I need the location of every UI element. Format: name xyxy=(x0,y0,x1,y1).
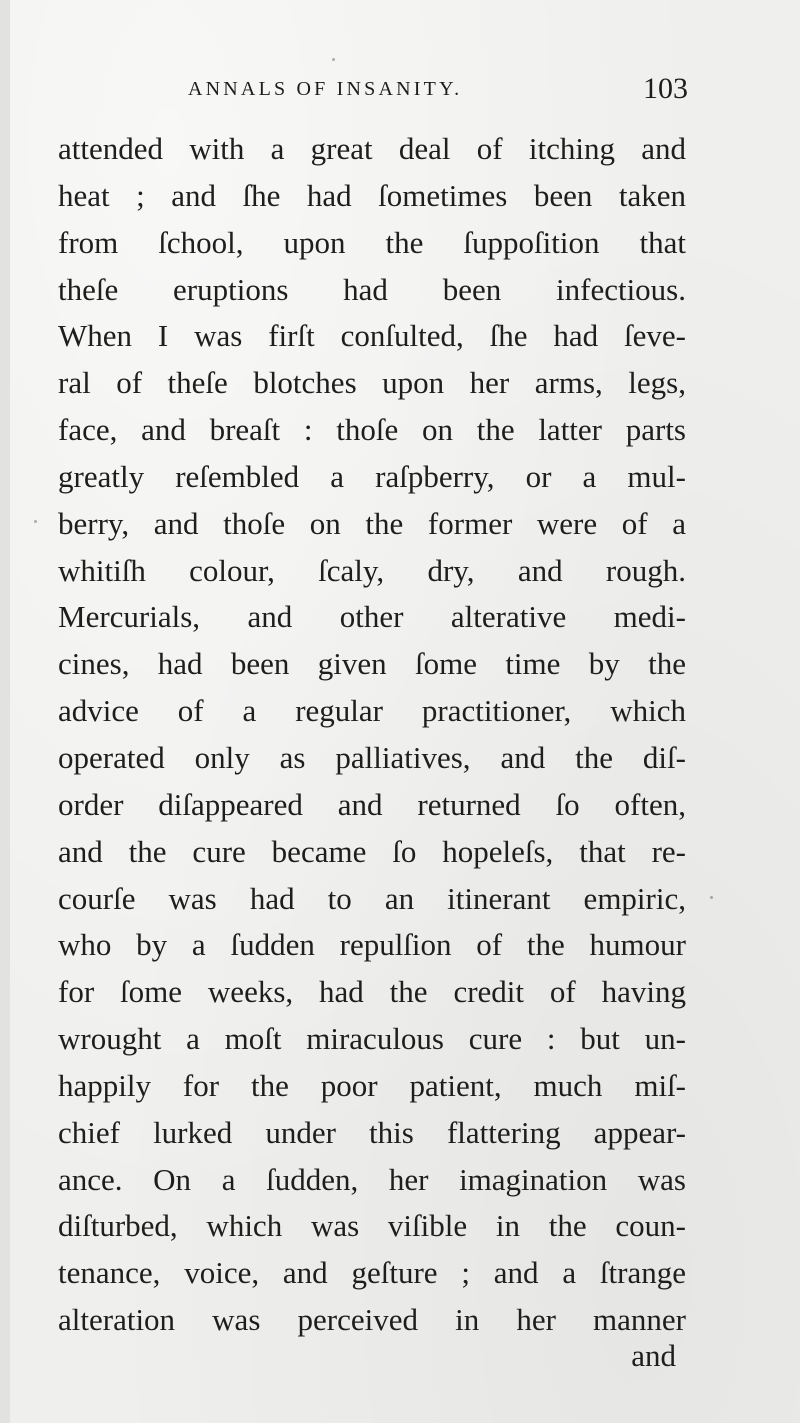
text-line: face, and breaſt : thoſe on the latter parts xyxy=(58,412,686,448)
body-text xyxy=(58,126,686,1344)
text-line: wrought a moſt miraculous cure : but un- xyxy=(58,1021,686,1057)
text-line: who by a ſudden repulſion of the humour xyxy=(58,927,686,963)
text-line: ral of theſe blotches upon her arms, legs, xyxy=(58,365,686,401)
page-header xyxy=(58,72,688,112)
text-line: advice of a regular practitioner, which xyxy=(58,693,686,729)
text-line: alteration was perceived in her manner xyxy=(58,1302,686,1338)
text-line: chief lurked under this flattering appear- xyxy=(58,1114,686,1150)
text-line: greatly reſembled a raſpberry, or a mul- xyxy=(58,458,686,494)
text-line: When I was firſt conſulted, ſhe had ſeve- xyxy=(58,318,686,354)
paper-speck xyxy=(34,520,37,523)
text-line: ance. On a ſudden, her imagination was xyxy=(58,1161,686,1197)
text-line: Mercurials, and other alterative medi- xyxy=(58,599,686,635)
paper-speck xyxy=(710,896,713,899)
text-line: attended with a great deal of itching and xyxy=(58,131,686,166)
text-line: heat ; and ſhe had ſometimes been taken xyxy=(58,177,686,213)
text-line: tenance, voice, and geſture ; and a ſtrange xyxy=(58,1255,686,1291)
page-number: 103 xyxy=(643,72,688,105)
running-title: ANNALS OF INSANITY. xyxy=(188,78,463,100)
text-line: happily for the poor patient, much miſ- xyxy=(58,1067,686,1103)
catchword: and xyxy=(631,1338,676,1373)
text-line: from ſchool, upon the ſuppoſition that xyxy=(58,224,686,260)
text-line: operated only as palliatives, and the diſ- xyxy=(58,739,686,775)
text-line: courſe was had to an itinerant empiric, xyxy=(58,880,686,916)
text-line: berry, and thoſe on the former were of a xyxy=(58,505,686,541)
paper-speck xyxy=(332,58,335,61)
text-line: whitiſh colour, ſcaly, dry, and rough. xyxy=(58,552,686,588)
text-line: for ſome weeks, had the credit of having xyxy=(58,974,686,1010)
text-line: and the cure became ſo hopeleſs, that re- xyxy=(58,833,686,869)
text-line: order diſappeared and returned ſo often, xyxy=(58,786,686,822)
text-line: theſe eruptions had been infectious. xyxy=(58,271,686,307)
text-line: diſturbed, which was viſible in the coun- xyxy=(58,1208,686,1244)
text-line: cines, had been given ſome time by the xyxy=(58,646,686,682)
